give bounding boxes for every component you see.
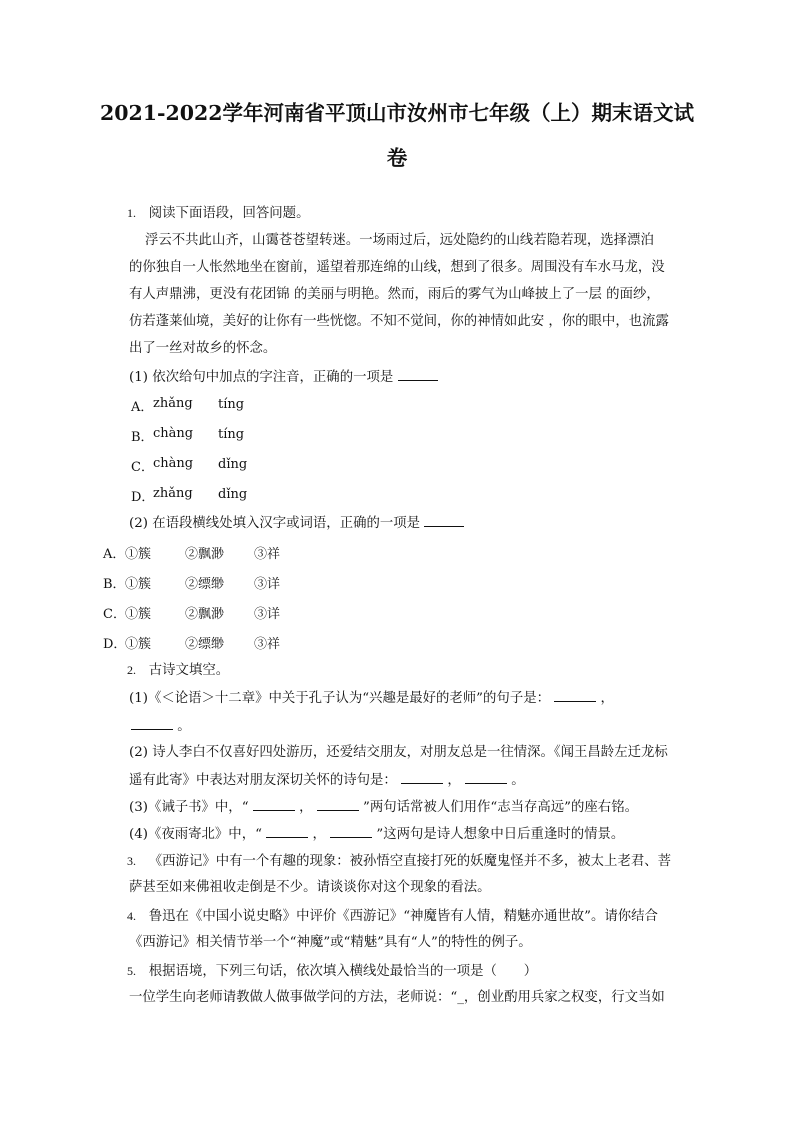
option-letter: D．: [131, 490, 155, 505]
passage-line: 仿若蓬莱仙境，美好的让你有一些恍惚。不知不觉间，你的神情如此安 ，你的眼中，也流露: [129, 314, 669, 329]
fill-text: (3)《诫子书》中，“: [129, 800, 249, 815]
fill-item-1-cont: [131, 717, 191, 736]
fill-text: 遥有此寄》中表达对朋友深切关怀的诗句是：: [129, 773, 397, 788]
answer-blank[interactable]: [317, 798, 359, 811]
pinyin-2: dǐng: [218, 457, 248, 472]
option-part-3: ③祥: [254, 637, 281, 652]
answer-blank[interactable]: [330, 825, 372, 838]
sub-question-2: [129, 514, 464, 533]
option-letter: B．: [103, 577, 126, 592]
option-part-3: ③祥: [254, 547, 281, 562]
sub-question-text: (1) 依次给句中加点的字注音，正确的一项是: [129, 370, 394, 385]
question-1-stem: [127, 204, 309, 223]
passage-line: 有人声鼎沸，更没有花团锦 的美丽与明艳。然而，雨后的雾气为山峰披上了一层 的面纱，: [129, 287, 660, 302]
fill-text: ，: [447, 773, 461, 788]
fill-text: (4)《夜雨寄北》中，“: [129, 827, 262, 842]
question-5-line-2: 一位学生向老师请教做人做事做学问的方法，老师说：“_，创业酌用兵家之权变，行文当如: [129, 990, 665, 1005]
passage-line: 的你独自一人怅然地坐在窗前，遥望着那连绵的山线，想到了很多。周围没有车水马龙，没: [129, 260, 665, 275]
option-part-3: ③详: [254, 607, 281, 622]
question-4-line-2: 《西游记》相关情节举一个“神魔”或“精魅”具有“人”的特性的例子。: [129, 935, 532, 950]
title-line-1: 2021-2022学年河南省平顶山市汝州市七年级（上）期末语文试: [99, 101, 695, 125]
option-part-1: ①簇: [125, 637, 152, 652]
question-number: 1.: [127, 206, 136, 220]
question-3-line-1: [127, 852, 671, 871]
answer-blank[interactable]: [266, 825, 308, 838]
option-part-2: ②缥缈: [185, 577, 225, 592]
sub-question-1: [129, 368, 438, 387]
question-text: 根据语境，下列三句话，依次填入横线处最恰当的一项是（ ）: [148, 964, 538, 979]
answer-blank[interactable]: [554, 689, 596, 702]
question-number: 4.: [127, 909, 136, 923]
option-part-1: ①簇: [125, 547, 152, 562]
fill-item-1: [129, 689, 614, 708]
question-text: 古诗文填空。: [148, 663, 230, 678]
question-4-line-1: [127, 907, 658, 926]
fill-item-2-cont: [129, 771, 525, 790]
answer-blank[interactable]: [131, 717, 173, 730]
pinyin-2: dǐng: [218, 487, 248, 502]
option-letter: A．: [131, 400, 154, 415]
question-number: 2.: [127, 663, 136, 677]
option-letter: A．: [103, 547, 126, 562]
answer-blank[interactable]: [424, 514, 464, 527]
pinyin-1: chàng: [153, 456, 194, 471]
question-2-stem: [127, 661, 229, 680]
question-text: 阅读下面语段，回答问题。: [148, 206, 310, 221]
option-letter: B．: [131, 430, 154, 445]
pinyin-2: tíng: [218, 397, 245, 412]
option-part-2: ②飘渺: [185, 547, 225, 562]
fill-text: ”两句话常被人们用作“志当存高远”的座右铭。: [363, 800, 638, 815]
answer-blank[interactable]: [465, 771, 507, 784]
question-number: 3.: [127, 854, 136, 868]
sub-question-text: (2) 在语段横线处填入汉字或词语，正确的一项是: [129, 516, 421, 531]
fill-item-3: [129, 798, 638, 817]
answer-blank[interactable]: [401, 771, 443, 784]
fill-text: 。: [177, 719, 191, 734]
option-part-1: ①簇: [125, 577, 152, 592]
option-part-1: ①簇: [125, 607, 152, 622]
answer-blank[interactable]: [398, 368, 438, 381]
pinyin-1: zhǎng: [153, 486, 193, 501]
option-part-2: ②飘渺: [185, 607, 225, 622]
option-letter: C．: [103, 607, 126, 622]
fill-text: ，: [299, 800, 313, 815]
option-part-2: ②缥缈: [185, 637, 225, 652]
fill-text: 。: [511, 773, 525, 788]
question-text: 《西游记》中有一个有趣的现象：被孙悟空直接打死的妖魔鬼怪并不多，被太上老君、菩: [148, 854, 672, 869]
passage-line: 浮云不共此山齐，山霭苍苍望转迷。一场雨过后，远处隐约的山线若隐若现，选择漂泊: [145, 233, 654, 248]
fill-text: ”这两句是诗人想象中日后重逢时的情景。: [376, 827, 625, 842]
question-3-line-2: 萨甚至如来佛祖收走倒是不少。请谈谈你对这个现象的看法。: [129, 880, 491, 895]
question-5-line-1: [127, 962, 537, 981]
option-part-3: ③详: [254, 577, 281, 592]
answer-blank[interactable]: [253, 798, 295, 811]
fill-text: ，: [600, 691, 614, 706]
pinyin-2: tíng: [218, 427, 245, 442]
pinyin-1: zhǎng: [153, 396, 193, 411]
question-text: 鲁迅在《中国小说史略》中评价《西游记》“神魔皆有人情，精魅亦通世故”。请你结合: [148, 909, 658, 924]
fill-item-4: [129, 825, 624, 844]
fill-text: ，: [312, 827, 326, 842]
passage-line: 出了一丝对故乡的怀念。: [129, 341, 277, 356]
title-line-2: 卷: [386, 146, 408, 170]
option-letter: D．: [103, 637, 127, 652]
pinyin-1: chàng: [153, 426, 194, 441]
option-letter: C．: [131, 460, 154, 475]
fill-text: (1)《＜论语＞十二章》中关于孔子认为“兴趣是最好的老师”的句子是：: [129, 691, 550, 706]
question-number: 5.: [127, 964, 136, 978]
fill-item-2: (2) 诗人李白不仅喜好四处游历，还爱结交朋友，对朋友总是一往情深。《闻王昌龄左迁龙标: [129, 745, 668, 760]
